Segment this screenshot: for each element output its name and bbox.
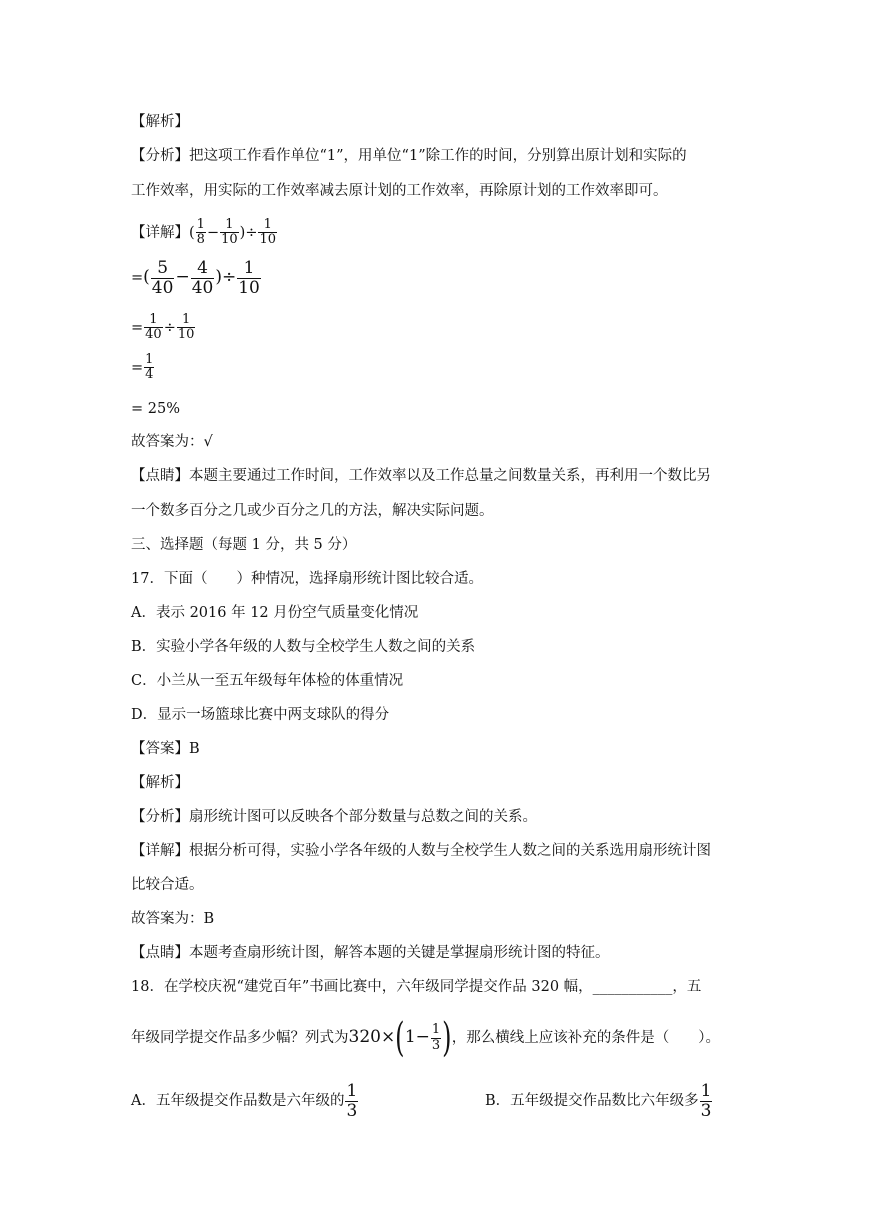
fraction: $\frac{1}{8}$ [196, 217, 205, 248]
fraction: $\frac{1}{40}$ [145, 312, 162, 343]
solution-step-3: = $\frac{1}{40}$ ÷ $\frac{1}{10}$ [131, 312, 195, 343]
fraction: $\frac{5}{40}$ [151, 258, 174, 298]
solution-result: = 25% [131, 401, 180, 417]
option-b: B．实验小学各年级的人数与全校学生人数之间的关系 [131, 639, 476, 655]
fraction: $\frac{1}{10}$ [259, 217, 277, 248]
answer-label: 【答案】B [131, 741, 200, 757]
section-heading: 三、选择题（每题 1 分，共 5 分） [131, 537, 357, 553]
option-d: D．显示一场篮球比赛中两支球队的得分 [131, 707, 390, 723]
detail-text-2: 【详解】根据分析可得，实验小学各年级的人数与全校学生人数之间的关系选用扇形统计图 [131, 843, 711, 859]
fraction: $\frac{1}{10}$ [238, 258, 260, 298]
analysis-text-cont: 工作效率，用实际的工作效率减去原计划的工作效率，再除原计划的工作效率即可。 [131, 183, 668, 199]
detail-label: 【详解】 [131, 224, 189, 241]
option-c: C．小兰从一至五年级每年体检的体重情况 [131, 673, 404, 689]
fraction: $\frac{1}{3}$ [346, 1081, 358, 1121]
analysis-heading-2: 【解析】 [131, 775, 189, 791]
fraction: $\frac{1}{10}$ [177, 312, 195, 343]
option-a: A．表示 2016 年 12 月份空气质量变化情况 [131, 605, 419, 621]
question-17: 17．下面（ ）种情况，选择扇形统计图比较合适。 [131, 571, 483, 587]
comment-text-2: 【点睛】本题考查扇形统计图，解答本题的关键是掌握扇形统计图的特征。 [131, 945, 610, 961]
solution-step-1: 【详解】( $\frac{1}{8}$ − $\frac{1}{10}$ )÷ $\frac{1}{10}$ [131, 217, 277, 248]
q18-option-a: A．五年级提交作品数是六年级的 $\frac{1}{3}$ [131, 1081, 358, 1121]
solution-step-2: =( $\frac{5}{40}$ − $\frac{4}{40}$ )÷ $\frac{1}{10}$ [131, 258, 260, 298]
fraction: $\frac{1}{4}$ [145, 352, 154, 383]
detail-text-2-cont: 比较合适。 [131, 877, 204, 893]
fraction: $\frac{1}{3}$ [431, 1022, 441, 1053]
analysis-text: 【分析】把这项工作看作单位“1”，用单位“1”除工作的时间，分别算出原计划和实际的 [131, 148, 687, 164]
answer-line-2: 故答案为：B [131, 911, 215, 927]
fraction: $\frac{1}{10}$ [221, 217, 238, 248]
analysis-heading: 【解析】 [131, 114, 189, 130]
question-18-cont: 年级同学提交作品多少幅？列式为320×(1− $\frac{1}{3}$ )，那么横线上应该补充的条件是（ ）。 [131, 1015, 721, 1061]
comment-text: 【点睛】本题主要通过工作时间，工作效率以及工作总量之间数量关系，再利用一个数比另 [131, 468, 711, 484]
analysis-text-2: 【分析】扇形统计图可以反映各个部分数量与总数之间的关系。 [131, 809, 537, 825]
q18-option-b: B．五年级提交作品数比六年级多 $\frac{1}{3}$ [485, 1081, 712, 1121]
fraction: $\frac{1}{3}$ [700, 1081, 712, 1121]
comment-text-cont: 一个数多百分之几或少百分之几的方法，解决实际问题。 [131, 503, 494, 519]
fraction: $\frac{4}{40}$ [191, 258, 214, 298]
question-18: 18．在学校庆祝“建党百年”书画比赛中，六年级同学提交作品 320 幅，___________，五 [131, 979, 702, 995]
answer-line: 故答案为：√ [131, 434, 213, 450]
solution-step-4: = $\frac{1}{4}$ [131, 352, 154, 383]
